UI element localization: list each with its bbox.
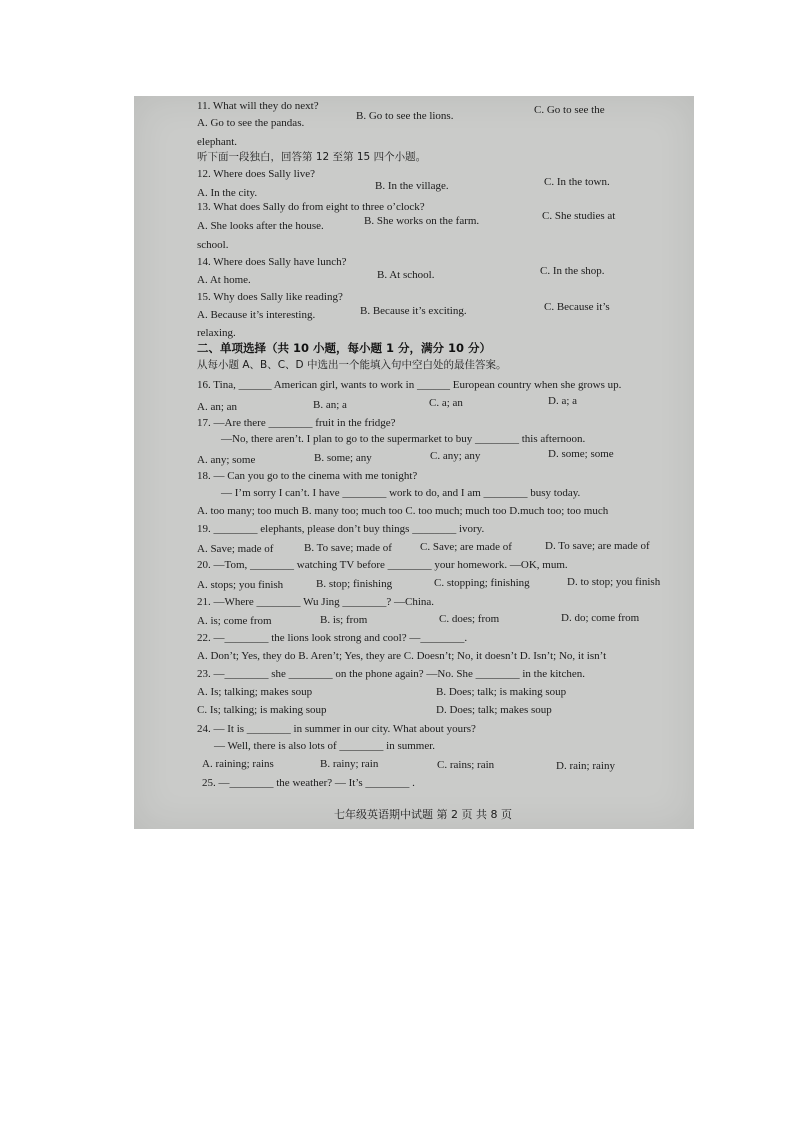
line-q20b: B. stop; finishing	[316, 578, 393, 590]
line-q15b: B. Because it’s exciting.	[360, 305, 467, 317]
line-q17a: A. any; some	[197, 454, 256, 466]
line-q24l2: — Well, there is also lots of ________ in summer.	[214, 740, 436, 752]
line-q20c: C. stopping; finishing	[434, 577, 530, 589]
line-q23d: D. Does; talk; makes soup	[436, 704, 552, 716]
line-q14b: B. At school.	[377, 269, 435, 281]
line-q24d: D. rain; rainy	[556, 760, 615, 772]
line-q12c: C. In the town.	[544, 176, 610, 188]
line-q24c: C. rains; rain	[437, 759, 495, 771]
line-q17l2: —No, there aren’t. I plan to go to the supermarket to buy ________ this afternoon.	[221, 433, 586, 445]
line-q13b: B. She works on the farm.	[364, 215, 480, 227]
line-q14: 14. Where does Sally have lunch?	[197, 256, 347, 268]
line-q12a: A. In the city.	[197, 187, 258, 199]
line-q12: 12. Where does Sally live?	[197, 168, 316, 180]
line-q15: 15. Why does Sally like reading?	[197, 291, 343, 303]
line-q22opts: A. Don’t; Yes, they do B. Aren’t; Yes, they are C. Doesn’t; No, it doesn’t D. Isn’t; No, it isn’t	[197, 650, 607, 662]
line-q11c2: elephant.	[197, 136, 238, 148]
line-q13: 13. What does Sally do from eight to three o’clock?	[197, 201, 425, 213]
line-listen: 听下面一段独白，回答第 12 至第 15 四个小题。	[197, 151, 427, 163]
line-q11c: C. Go to see the	[534, 104, 605, 116]
line-q24b: B. rainy; rain	[320, 758, 379, 770]
line-q21d: D. do; come from	[561, 612, 640, 624]
line-q20: 20. —Tom, ________ watching TV before ________ your homework. —OK, mum.	[197, 559, 568, 571]
line-q24: 24. — It is ________ in summer in our city. What about yours?	[197, 723, 476, 735]
line-q16a: A. an; an	[197, 401, 238, 413]
line-q18: 18. — Can you go to the cinema with me tonight?	[197, 470, 418, 482]
line-q14c: C. In the shop.	[540, 265, 605, 277]
line-q20a: A. stops; you finish	[197, 579, 284, 591]
line-q17b: B. some; any	[314, 452, 372, 464]
line-q15c2: relaxing.	[197, 327, 236, 339]
exam-page-photo	[134, 96, 694, 829]
line-q25: 25. —________ the weather? — It’s ________ .	[202, 777, 415, 789]
line-q13c: C. She studies at	[542, 210, 616, 222]
line-q19c: C. Save; are made of	[420, 541, 512, 553]
line-q23: 23. —________ she ________ on the phone again? —No. She ________ in the kitchen.	[197, 668, 586, 680]
line-q19b: B. To save; made of	[304, 542, 392, 554]
line-q21: 21. —Where ________ Wu Jing ________? —China.	[197, 596, 435, 608]
line-q17d: D. some; some	[548, 448, 614, 460]
line-q19a: A. Save; made of	[197, 543, 274, 555]
line-q11b: B. Go to see the lions.	[356, 110, 454, 122]
line-q13c2: school.	[197, 239, 229, 251]
line-q19: 19. ________ elephants, please don’t buy things ________ ivory.	[197, 523, 485, 535]
line-q19d: D. To save; are made of	[545, 540, 650, 552]
line-q11: 11. What will they do next?	[197, 100, 319, 112]
line-q13a: A. She looks after the house.	[197, 220, 324, 232]
line-q16c: C. a; an	[429, 397, 463, 409]
line-sec2: 二、单项选择（共 10 小题，每小题 1 分，满分 10 分）	[197, 341, 492, 355]
line-q20d: D. to stop; you finish	[567, 576, 661, 588]
line-q16d: D. a; a	[548, 395, 578, 407]
line-q24a: A. raining; rains	[202, 758, 274, 770]
line-q23a: A. Is; talking; makes soup	[197, 686, 313, 698]
line-q16b: B. an; a	[313, 399, 347, 411]
line-q22: 22. —________ the lions look strong and cool? —________.	[197, 632, 468, 644]
line-q11a: A. Go to see the pandas.	[197, 117, 305, 129]
line-q21a: A. is; come from	[197, 615, 272, 627]
line-q21c: C. does; from	[439, 613, 500, 625]
line-sec2i: 从每小题 A、B、C、D 中选出一个能填入句中空白处的最佳答案。	[197, 359, 507, 371]
line-q17c: C. any; any	[430, 450, 481, 462]
line-q16: 16. Tina, ______ American girl, wants to work in ______ European country when she grows up.	[197, 379, 622, 391]
line-q12b: B. In the village.	[375, 180, 449, 192]
line-q14a: A. At home.	[197, 274, 251, 286]
line-q15a: A. Because it’s interesting.	[197, 309, 316, 321]
line-q18opts: A. too many; too much B. many too; much too C. too much; much too D.much too; too much	[197, 505, 609, 517]
line-q23b: B. Does; talk; is making soup	[436, 686, 567, 698]
line-footer: 七年级英语期中试题 第 2 页 共 8 页	[334, 808, 512, 821]
line-q17: 17. —Are there ________ fruit in the fridge?	[197, 417, 396, 429]
line-q15c: C. Because it’s	[544, 301, 610, 313]
line-q21b: B. is; from	[320, 614, 368, 626]
line-q18l2: — I’m sorry I can’t. I have ________ work to do, and I am ________ busy today.	[221, 487, 581, 499]
line-q23c: C. Is; talking; is making soup	[197, 704, 327, 716]
